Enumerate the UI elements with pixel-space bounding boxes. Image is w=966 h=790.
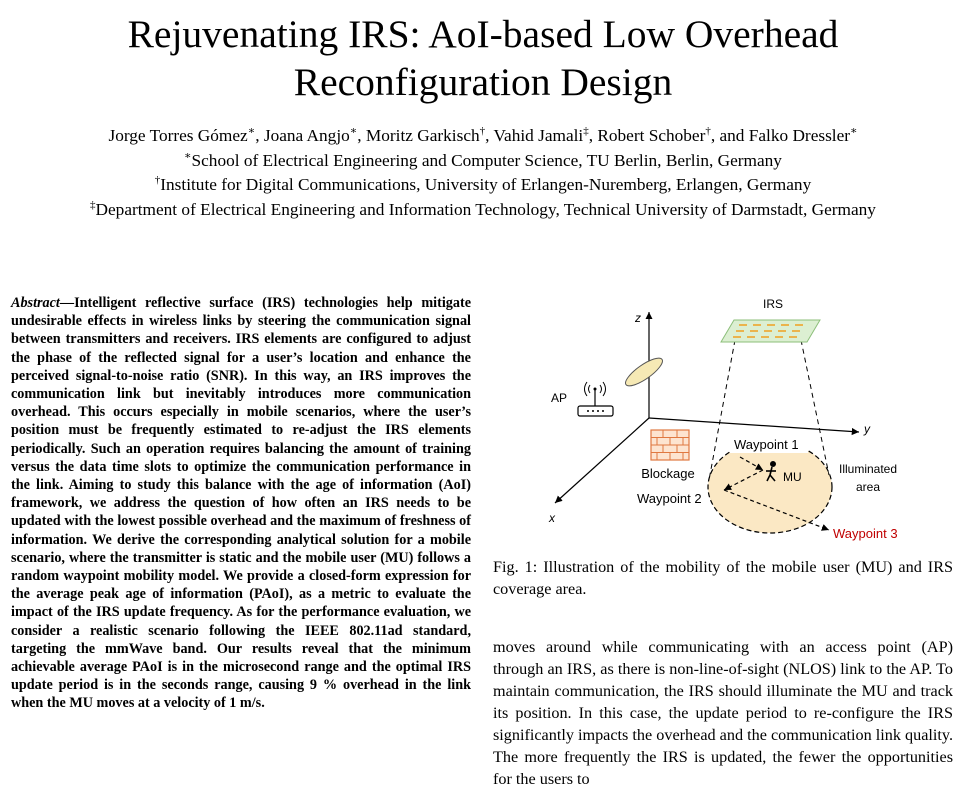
affiliation-mark: ∗ xyxy=(184,149,192,162)
title-line-2: Reconfiguration Design xyxy=(293,60,673,104)
affiliation-text: Department of Electrical Engineering and Information Technology, Technical University of Darmstadt, Germany xyxy=(95,199,876,219)
irs-label: IRS xyxy=(762,297,784,311)
author-mark: ‡ xyxy=(583,125,589,138)
affiliation-mark: ‡ xyxy=(90,198,96,211)
mobility-figure xyxy=(537,290,937,550)
affiliation-text: School of Electrical Engineering and Computer Science, TU Berlin, Berlin, Germany xyxy=(191,150,782,170)
area-label: area xyxy=(855,480,881,494)
z-axis-label: z xyxy=(635,311,641,325)
author-name: Jorge Torres Gómez xyxy=(108,126,248,145)
author-mark: ∗ xyxy=(349,125,358,138)
title-line-1: Rejuvenating IRS: AoI-based Low Overhead xyxy=(127,12,839,56)
illuminated-label: Illuminated xyxy=(838,462,898,476)
caption-label: Fig. 1: xyxy=(493,558,538,576)
author-name: and Falko Dressler xyxy=(719,126,851,145)
ap-label: AP xyxy=(551,391,568,405)
mu-label: MU xyxy=(783,470,802,484)
irs-panel-icon xyxy=(721,320,820,342)
access-point-icon xyxy=(578,382,613,416)
dish-icon xyxy=(622,354,666,391)
author-mark: ∗ xyxy=(247,125,256,138)
author-name: Moritz Garkisch xyxy=(365,126,480,145)
blockage-label: Blockage xyxy=(641,466,695,481)
abstract-dash: — xyxy=(59,295,75,311)
waypoint2-label: Waypoint 2 xyxy=(637,491,702,506)
waypoint1-label: Waypoint 1 xyxy=(734,437,799,452)
author-mark: † xyxy=(705,125,711,138)
author-mark: ∗ xyxy=(850,125,858,138)
author-name: Joana Angjo xyxy=(263,126,350,145)
paper-title xyxy=(0,10,966,106)
figure-caption xyxy=(493,556,953,600)
waypoint3-label: Waypoint 3 xyxy=(833,526,898,541)
author-list: Jorge Torres Gómez∗, Joana Angjo∗, Moritz Garkisch†, Vahid Jamali‡, Robert Schober†, and Falko Dressler∗ xyxy=(108,125,858,145)
affiliation xyxy=(0,149,966,174)
x-axis-label: x xyxy=(549,511,555,525)
y-axis-label: y xyxy=(864,422,870,436)
author-block xyxy=(0,124,966,222)
author-name: Robert Schober xyxy=(597,126,706,145)
abstract xyxy=(11,294,471,713)
author-mark: † xyxy=(479,125,486,138)
abstract-text: Intelligent reflective surface (IRS) technologies help mitigate undesirable effects in wireless links by steering the communication signal between transmitters and receivers. IRS elements are configured to adjust the phase of the reflected signal for a user’s location and enhance the perceived signal-to-noise ratio (SNR). In this way, an IRS improves the communication link but inevitably introduces more communication overhead. This occurs especially in mobile scenarios, where the user’s position must be frequently estimated to re-adjust the IRS elements periodically. Such an operation requires balancing the amount of training versus the data time slots to optimize the communication performance in the link. Aiming to study this balance with the age of information (AoI) framework, we address the question of how often an IRS needs to be updated with the lowest possible overhead and the maximum of freshness of information. We derive the corresponding analytical solution for a mobile scenario, where the transmitter is static and the mobile user (MU) follows a random waypoint mobility model. We provide a closed-form expression for the average peak age of information (PAoI), as a metric to evaluate the impact of the IRS update frequency. As for the performance evaluation, we consider a realistic scenario following the IEEE 802.11ad standard, targeting the mmWave band. Our results reveal that the minimum achievable average PAoI is in the microsecond range and the optimal IRS update period is in the seconds range, causing 9 % overhead in the link when the MU moves at a velocity of 1 m/s. xyxy=(11,295,471,712)
affiliation xyxy=(0,198,966,223)
affiliation-mark: † xyxy=(154,174,161,187)
caption-text: Illustration of the mobility of the mobile user (MU) and IRS coverage area. xyxy=(493,558,953,598)
affiliation-text: Institute for Digital Communications, University of Erlangen-Nuremberg, Erlangen, Germany xyxy=(160,175,812,194)
author-name: Vahid Jamali xyxy=(493,126,584,145)
body-paragraph: moves around while communicating with an access point (AP) through an IRS, as there is non-line-of-sight (NLOS) link to the AP. To maintain communication, the IRS should illuminate the MU and track its position. In this case, the update period to re-configure the IRS significantly impacts the overhead and the communication link quality. The more frequently the IRS is updated, the fewer the opportunities for the users to xyxy=(493,638,953,788)
abstract-heading: Abstract xyxy=(11,295,60,311)
blockage-icon xyxy=(651,430,689,460)
affiliation xyxy=(0,173,966,198)
illuminated-area xyxy=(708,441,832,533)
x-axis xyxy=(555,418,649,503)
